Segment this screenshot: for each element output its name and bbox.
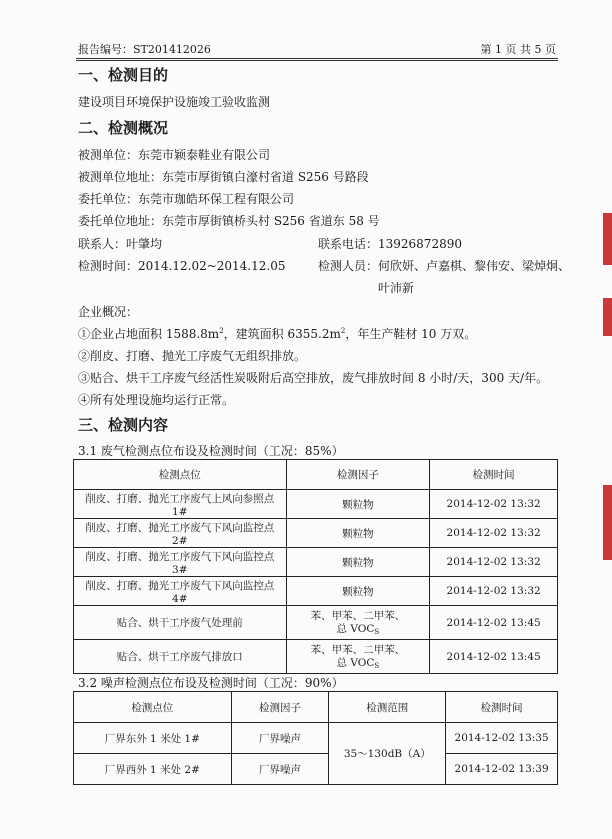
page-indicator: 第 1 页 共 5 页 [480, 43, 556, 56]
table-cell: 削皮、打磨、抛光工序废气下风向监控点 4# [74, 577, 287, 606]
table-row [74, 754, 558, 785]
header-rule [76, 58, 558, 59]
table-cell: 2014-12-02 13:32 [430, 519, 558, 548]
client-unit: 委托单位：东莞市珈皓环保工程有限公司 [78, 192, 295, 206]
tested-unit: 被测单位：东莞市颖泰鞋业有限公司 [78, 148, 271, 162]
table-cell: 2014-12-02 13:45 [430, 640, 558, 674]
table-header: 检测范围 [329, 692, 446, 723]
table-cell: 苯、甲苯、二甲苯、 总 $VOC_S$ [286, 606, 430, 640]
table-cell: 2014-12-02 13:32 [430, 548, 558, 577]
noise-table [73, 691, 558, 785]
table-header: 检测点位 [74, 692, 232, 723]
table-header-row [74, 460, 558, 490]
report-number: 报告编号：ST201412026 [78, 43, 211, 56]
table-row [74, 640, 558, 674]
section-3-title: 三、检测内容 [78, 416, 169, 434]
table-cell: 削皮、打磨、抛光工序废气下风向监控点 2# [74, 519, 287, 548]
table-cell: 颗粒物 [286, 519, 430, 548]
table-cell: 2014-12-02 13:35 [446, 723, 558, 754]
table-row [74, 490, 558, 519]
test-staff-cont: 叶沛新 [378, 281, 415, 295]
table-cell: 厂界噪声 [231, 754, 329, 785]
test-staff: 检测人员：何欣妍、卢嘉棋、黎伟安、梁焯炯、 [318, 259, 571, 273]
section-2-title: 二、检测概况 [78, 119, 169, 137]
enterprise-item-4: ④所有处理设施均运行正常。 [78, 393, 235, 407]
table-row [74, 519, 558, 548]
enterprise-item-3: ③贴合、烘干工序废气经活性炭吸附后高空排放，废气排放时间 8 小时/天，300 天/年。 [78, 371, 549, 385]
table-cell: 颗粒物 [286, 577, 430, 606]
seal-mark [603, 213, 612, 265]
table-cell: 颗粒物 [286, 548, 430, 577]
table-header: 检测时间 [430, 460, 558, 490]
seal-mark [603, 485, 612, 560]
table-header: 检测时间 [446, 692, 558, 723]
tested-unit-address: 被测单位地址：东莞市厚街镇白濠村省道 S256 号路段 [78, 170, 369, 184]
table-header: 检测因子 [231, 692, 329, 723]
table-cell: 苯、甲苯、二甲苯、 总 $VOC_S$ [286, 640, 430, 674]
table-cell: 削皮、打磨、抛光工序废气上风向参照点 1# [74, 490, 287, 519]
table-cell: 2014-12-02 13:32 [430, 490, 558, 519]
table-cell: 颗粒物 [286, 490, 430, 519]
table-cell: 削皮、打磨、抛光工序废气下风向监控点 3# [74, 548, 287, 577]
table-1-caption: 3.1 废气检测点位布设及检测时间（工况：85%） [78, 444, 344, 458]
test-time: 检测时间：2014.12.02~2014.12.05 [78, 259, 286, 273]
table-header: 检测点位 [74, 460, 287, 490]
table-2-caption: 3.2 噪声检测点位布设及检测时间（工况：90%） [78, 676, 344, 690]
table-row [74, 723, 558, 754]
contact-phone: 联系电话：13926872890 [318, 237, 462, 251]
table-cell: 厂界东外 1 米处 1# [74, 723, 232, 754]
table-cell-range: 35～130dB（A） [329, 723, 446, 785]
enterprise-label: 企业概况： [78, 305, 139, 319]
exhaust-table [73, 459, 558, 674]
header-rule-double [76, 60, 558, 61]
table-cell: 贴合、烘干工序废气处理前 [74, 606, 287, 640]
table-header: 检测因子 [286, 460, 430, 490]
table-row [74, 548, 558, 577]
section-1-text: 建设项目环境保护设施竣工验收监测 [78, 95, 271, 109]
table-cell: 2014-12-02 13:45 [430, 606, 558, 640]
table-cell: 厂界噪声 [231, 723, 329, 754]
client-unit-address: 委托单位地址：东莞市厚街镇桥头村 S256 省道东 58 号 [78, 214, 380, 228]
table-cell: 厂界西外 1 米处 2# [74, 754, 232, 785]
table-row [74, 577, 558, 606]
section-1-title: 一、检测目的 [78, 66, 169, 84]
table-row [74, 606, 558, 640]
enterprise-item-1: ①企业占地面积 $1588.8m^2$，建筑面积 $6355.2m^2$，年生产鞋材 10 万双。 [78, 327, 477, 341]
seal-mark [603, 298, 612, 336]
table-cell: 2014-12-02 13:39 [446, 754, 558, 785]
table-header-row [74, 692, 558, 723]
table-cell: 贴合、烘干工序废气排放口 [74, 640, 287, 674]
enterprise-item-2: ②削皮、打磨、抛光工序废气无组织排放。 [78, 349, 307, 363]
table-cell: 2014-12-02 13:32 [430, 577, 558, 606]
contact-person: 联系人：叶肇均 [78, 237, 163, 251]
